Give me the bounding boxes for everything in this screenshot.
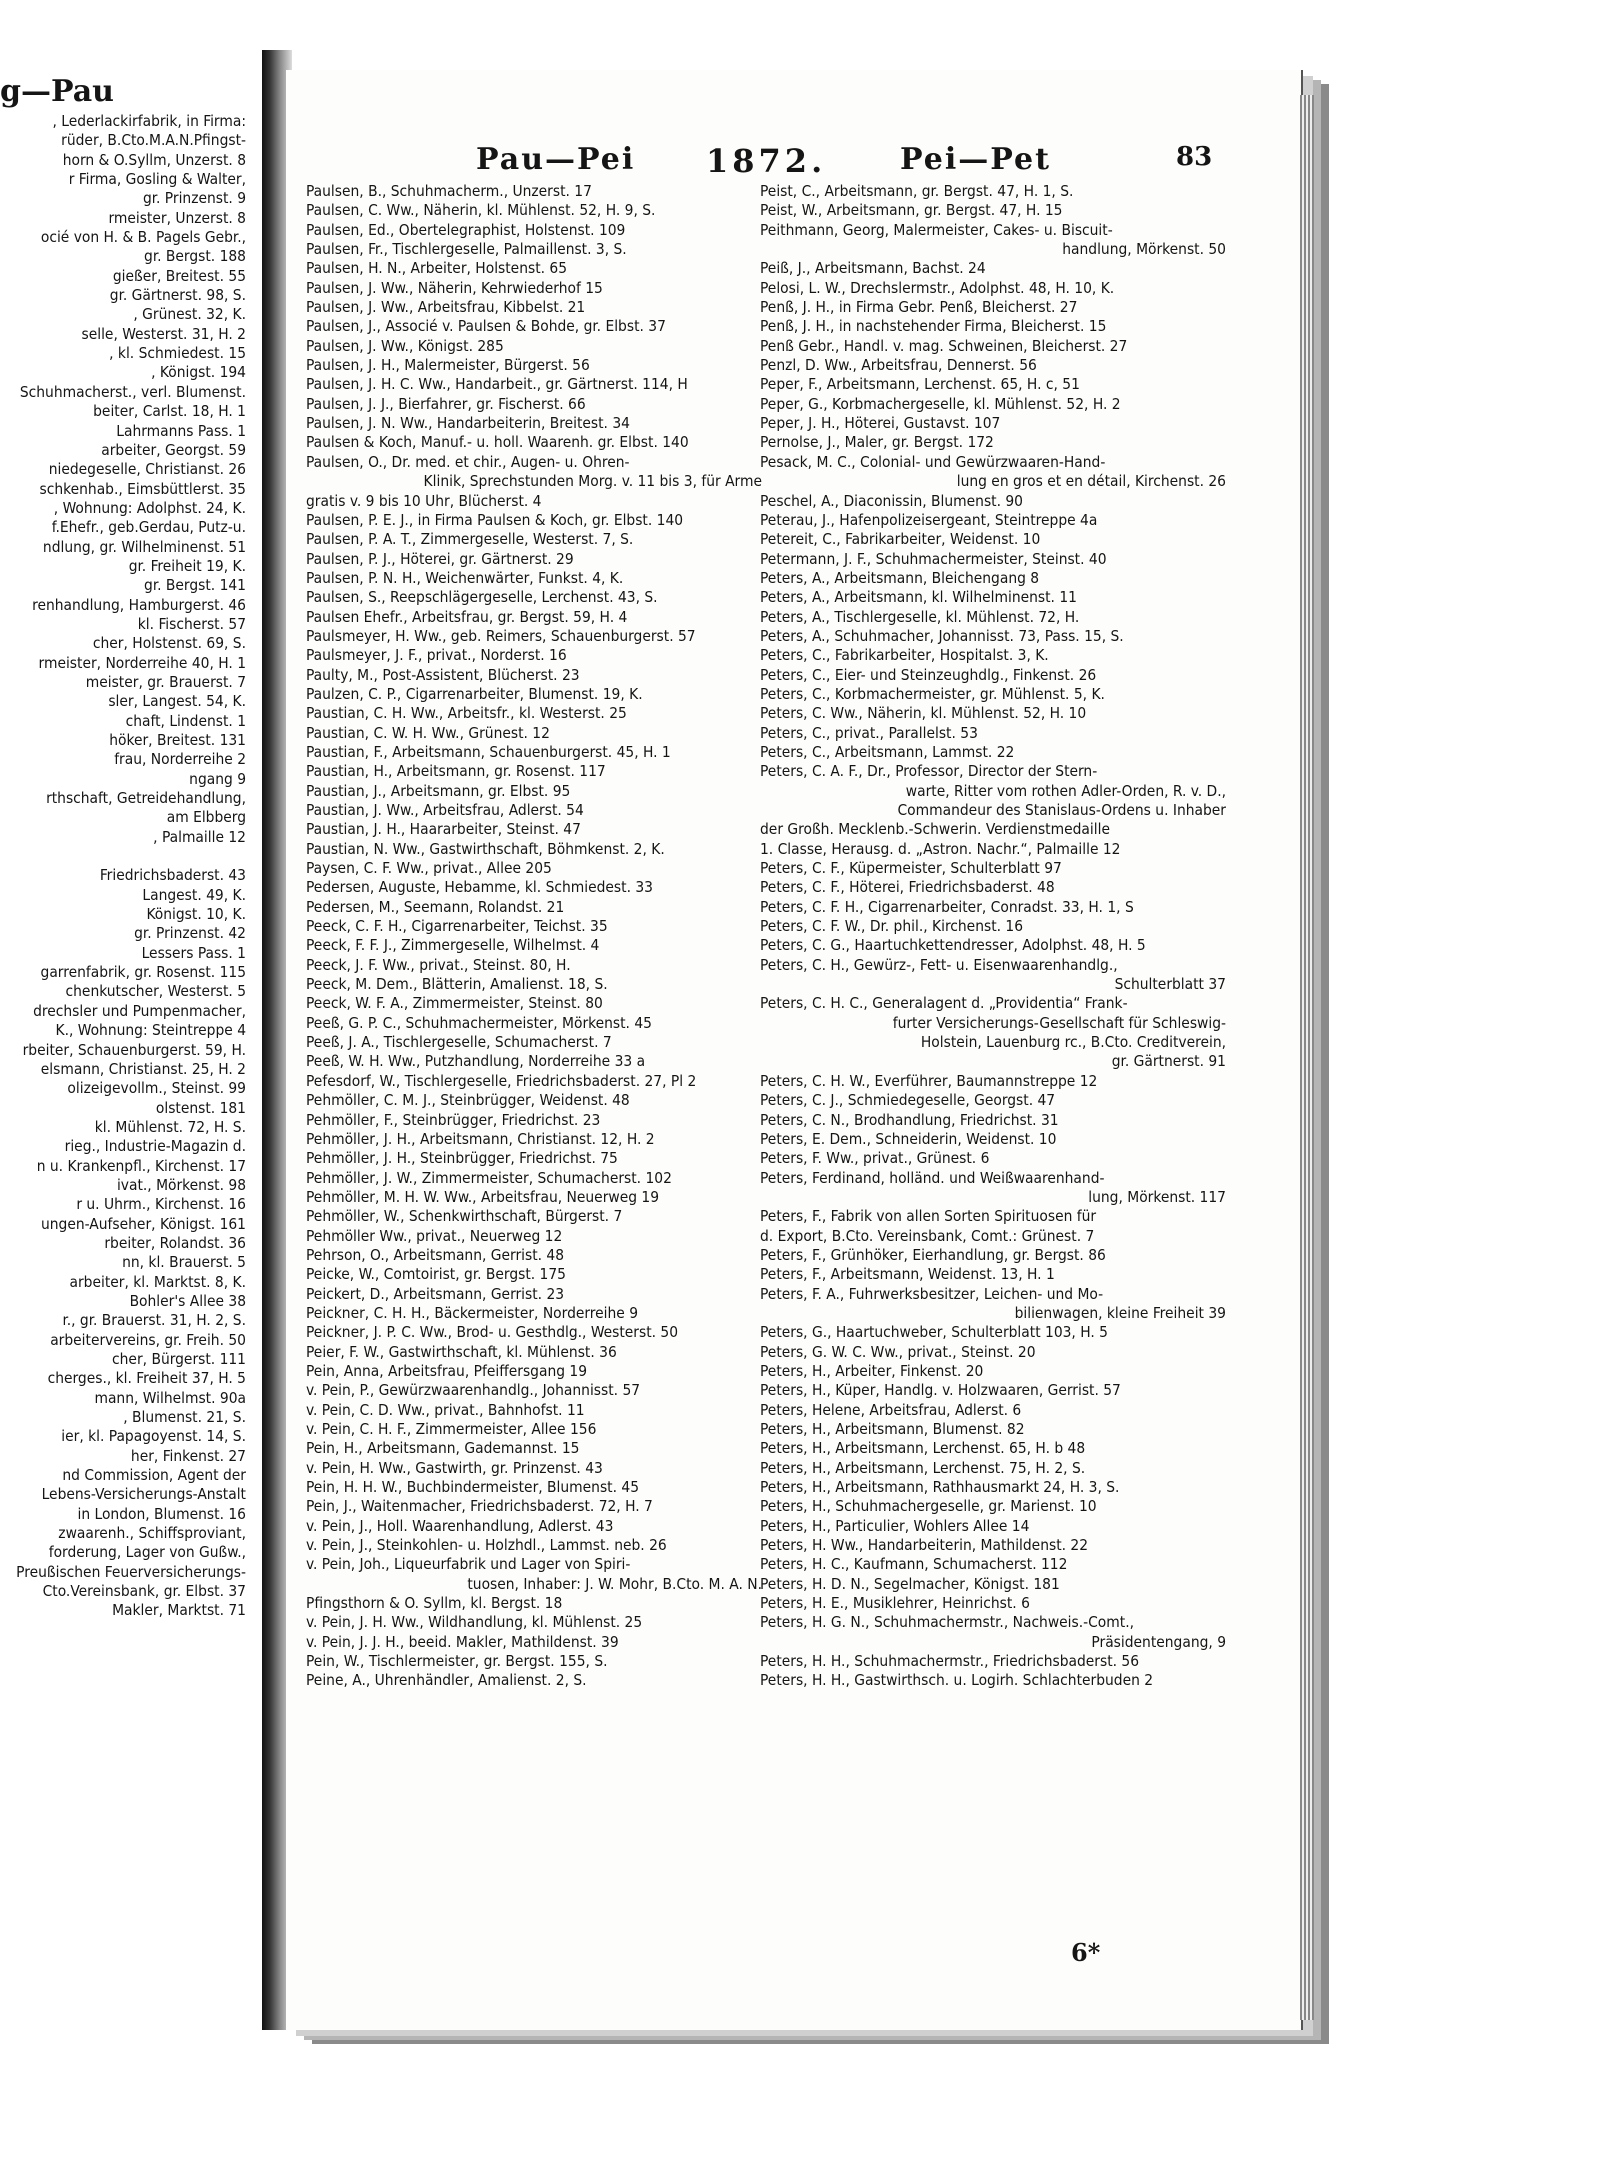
left-page-entry-line: cher, Holstenst. 69, S.	[92, 634, 246, 653]
left-page-entry-line: Schuhmacherst., verl. Blumenst.	[19, 382, 246, 401]
directory-entry-line: Peters, A., Tischlergeselle, kl. Mühlenst. 72, H.	[760, 607, 1080, 626]
directory-entry-line: Peickert, D., Arbeitsmann, Gerrist. 23	[306, 1284, 565, 1303]
left-page-entry-line: garrenfabrik, gr. Rosenst. 115	[40, 963, 246, 982]
left-page-entry-line: arbeiter, Georgst. 59	[101, 440, 246, 459]
left-page-entry-line: höker, Breitest. 131	[109, 731, 246, 749]
directory-entry-line: Paulsen, J. Ww., Königst. 285	[306, 336, 504, 355]
directory-entry-line: Peters, Helene, Arbeitsfrau, Adlerst. 6	[760, 1400, 1022, 1419]
directory-entry-line: Paustian, J., Arbeitsmann, gr. Elbst. 95	[306, 781, 571, 800]
directory-entry-line: Peicke, W., Comtoirist, gr. Bergst. 175	[306, 1265, 566, 1284]
directory-entry-line: Pehmöller, J. H., Steinbrügger, Friedrichst. 75	[306, 1149, 618, 1168]
left-page-entry-line: selle, Westerst. 31, H. 2	[81, 324, 246, 343]
directory-entry-line: Peters, C., Arbeitsmann, Lammst. 22	[760, 742, 1015, 761]
directory-entry-line: Pehmöller, W., Schenkwirthschaft, Bürgerst. 7	[306, 1207, 623, 1226]
left-page-entry-line: Cto.Vereinsbank, gr. Elbst. 37	[42, 1582, 246, 1601]
left-page-entry-line: forderung, Lager von Gußw.,	[48, 1543, 246, 1562]
left-page-entry-line: ivat., Mörkenst. 98	[116, 1175, 246, 1194]
left-page-entry-line: , Lederlackirfabrik, in Firma:	[52, 112, 246, 130]
directory-entry-line: Paulsen, P. N. H., Weichenwärter, Funkst. 4, K.	[306, 568, 624, 587]
directory-entry-line: Peithmann, Georg, Malermeister, Cakes- u. Biscuit-	[760, 220, 1113, 239]
directory-entry-line: Penß Gebr., Handl. v. mag. Schweinen, Bleicherst. 27	[760, 336, 1128, 355]
directory-entry-line: Peters, C., Eier- und Steinzeughdlg., Finkenst. 26	[760, 665, 1097, 684]
directory-entry-line: Pefesdorf, W., Tischlergeselle, Friedrichsbaderst. 27, Pl 2	[306, 1071, 697, 1090]
directory-entry-line: Peters, H., Particulier, Wohlers Allee 14	[760, 1516, 1030, 1535]
left-page-entry-line: n u. Krankenpfl., Kirchenst. 17	[36, 1156, 246, 1175]
directory-entry-line: Peters, C. Ww., Näherin, kl. Mühlenst. 52, H. 10	[760, 704, 1087, 723]
directory-entry-line: Paulsen, J., Associé v. Paulsen & Bohde, gr. Elbst. 37	[306, 317, 666, 336]
left-page-entry-line: kl. Fischerst. 57	[137, 614, 246, 633]
directory-entry-line: Peist, W., Arbeitsmann, gr. Bergst. 47, H. 15	[760, 201, 1063, 220]
directory-entry-line: Paulsen, H. N., Arbeiter, Holstenst. 65	[306, 259, 568, 278]
left-page-entry-line: her, Finkenst. 27	[130, 1446, 246, 1465]
directory-entry-line: gr. Gärtnerst. 91	[1111, 1052, 1226, 1071]
left-page-entry-line: Lessers Pass. 1	[141, 943, 246, 962]
left-page-entry-line: mann, Wilhelmst. 90a	[94, 1388, 246, 1407]
directory-entry-line: Peters, C., Fabrikarbeiter, Hospitalst. 3, K.	[760, 646, 1049, 665]
directory-entry-line: Peters, C. H., Gewürz-, Fett- u. Eisenwaarenhandlg.,	[760, 955, 1118, 974]
left-page-entry-line: Königst. 10, K.	[146, 905, 246, 924]
directory-entry-line: Pein, W., Tischlermeister, gr. Bergst. 155, S.	[306, 1652, 608, 1671]
left-page-entry-line: , Wohnung: Adolphst. 24, K.	[53, 498, 246, 517]
left-page-entry-line: Langest. 49, K.	[142, 885, 246, 904]
directory-entry-line: Peters, C. F., Küpermeister, Schulterblatt 97	[760, 859, 1062, 878]
page-edges	[1300, 95, 1314, 2020]
directory-entry-line: Peters, F., Arbeitsmann, Weidenst. 13, H. 1	[760, 1265, 1055, 1284]
left-page-entry-line: niedegeselle, Christianst. 26	[48, 460, 246, 479]
left-page-entry-line: ier, kl. Papagoyenst. 14, S.	[61, 1427, 246, 1446]
directory-entry-line: Pfingsthorn & O. Syllm, kl. Bergst. 18	[306, 1594, 563, 1613]
left-page-entry-line: , Grünest. 32, K.	[133, 305, 246, 324]
left-page-entry-line: Lebens-Versicherungs-Anstalt	[41, 1485, 246, 1504]
directory-entry-line: bilienwagen, kleine Freiheit 39	[1014, 1303, 1226, 1322]
directory-entry-line: Paustian, H., Arbeitsmann, gr. Rosenst. 117	[306, 762, 606, 781]
left-page-entry-line: olstenst. 181	[155, 1098, 246, 1117]
directory-entry-line: Pehmöller, J. H., Arbeitsmann, Christianst. 12, H. 2	[306, 1129, 655, 1148]
directory-entry-line: Paulsen & Koch, Manuf.- u. holl. Waarenh. gr. Elbst. 140	[306, 433, 689, 452]
directory-entry-line: Pehmöller Ww., privat., Neuerweg 12	[306, 1226, 563, 1245]
directory-entry-line: d. Export, B.Cto. Vereinsbank, Comt.: Grünest. 7	[760, 1226, 1095, 1245]
directory-entry-line: Commandeur des Stanislaus-Ordens u. Inhaber	[897, 801, 1226, 819]
left-page-entry-line: meister, gr. Brauerst. 7	[85, 672, 246, 691]
left-page-entry-line: sler, Langest. 54, K.	[108, 692, 246, 711]
directory-entry-line: Paulsen, J. H. C. Ww., Handarbeit., gr. Gärtnerst. 114, H	[306, 375, 688, 394]
directory-entry-line: Paustian, C. H. Ww., Arbeitsfr., kl. Westerst. 25	[306, 704, 627, 723]
directory-entry-line: Peters, C. N., Brodhandlung, Friedrichst. 31	[760, 1110, 1059, 1129]
directory-entry-line: Paulsen, O., Dr. med. et chir., Augen- u. Ohren-	[306, 452, 630, 471]
left-page-entry-line: rieg., Industrie-Magazin d.	[64, 1137, 246, 1156]
left-page-entry-line: chenkutscher, Westerst. 5	[65, 982, 246, 1001]
directory-entry-line: Peters, Ferdinand, holländ. und Weißwaarenhand-	[760, 1168, 1105, 1187]
header-year: 1872.	[706, 142, 827, 180]
directory-entry-line: Peters, H., Arbeitsmann, Lerchenst. 65, H. b 48	[760, 1439, 1086, 1458]
left-page-entry-line: Lahrmanns Pass. 1	[116, 421, 246, 440]
left-page-entry-line: zwaarenh., Schiffsproviant,	[58, 1524, 246, 1543]
directory-entry-line: Peters, C. F., Höterei, Friedrichsbaderst. 48	[760, 878, 1055, 897]
left-page-entry-line: Bohler's Allee 38	[129, 1291, 246, 1310]
left-page-entry-line	[0, 847, 246, 866]
directory-entry-line: lung, Mörkenst. 117	[1088, 1187, 1226, 1206]
left-page-entry-line: gr. Prinzenst. 9	[142, 189, 246, 208]
directory-entry-line: Peschel, A., Diaconissin, Blumenst. 90	[760, 491, 1023, 510]
left-page-entry-line: schkenhab., Eimsbüttlerst. 35	[39, 479, 246, 498]
directory-entry-line: Paulsen, B., Schuhmacherm., Unzerst. 17	[306, 182, 592, 200]
directory-entry-line: Paulsen, Ed., Obertelegraphist, Holstenst. 109	[306, 220, 626, 239]
left-page-entry-line: kl. Mühlenst. 72, H. S.	[94, 1117, 246, 1136]
directory-entry-line: Peiß, J., Arbeitsmann, Bachst. 24	[760, 259, 986, 278]
directory-entry-line: v. Pein, C. D. Ww., privat., Bahnhofst. 11	[306, 1400, 585, 1419]
page-number: 83	[1176, 142, 1213, 172]
directory-entry-line: Peters, H. H., Gastwirthsch. u. Logirh. Schlachterbuden 2	[760, 1671, 1154, 1690]
left-page-entry-line: drechsler und Pumpenmacher,	[33, 1001, 246, 1020]
directory-entry-line: Peters, H. G. N., Schuhmachermstr., Nachweis.-Comt.,	[760, 1613, 1134, 1632]
directory-entry-line: Peper, G., Korbmachergeselle, kl. Mühlenst. 52, H. 2	[760, 394, 1121, 413]
directory-entry-line: Holstein, Lauenburg rc., B.Cto. Creditverein,	[920, 1033, 1226, 1052]
directory-entry-line: Peeck, W. F. A., Zimmermeister, Steinst. 80	[306, 994, 603, 1013]
directory-entry-line: tuosen, Inhaber: J. W. Mohr, B.Cto. M. A. N.	[467, 1574, 762, 1593]
directory-entry-line: Peters, H. H., Schuhmachermstr., Friedrichsbaderst. 56	[760, 1652, 1140, 1671]
directory-entry-line: v. Pein, C. H. F., Zimmermeister, Allee 156	[306, 1420, 597, 1438]
left-page-entry-line: renhandlung, Hamburgerst. 46	[32, 595, 246, 614]
directory-entry-line: Paulsen, J. J., Bierfahrer, gr. Fischerst. 66	[306, 394, 586, 413]
directory-entry-line: Paustian, J. H., Haararbeiter, Steinst. 47	[306, 820, 581, 839]
directory-entry-line: Paulty, M., Post-Assistent, Blücherst. 23	[306, 665, 580, 684]
directory-entry-line: Peters, H. Ww., Handarbeiterin, Mathildenst. 22	[760, 1536, 1089, 1555]
left-page-entry-line: Makler, Marktst. 71	[112, 1601, 246, 1620]
directory-entry-line: Peeck, C. F. H., Cigarrenarbeiter, Teichst. 35	[306, 917, 608, 936]
directory-entry-line: v. Pein, J. H. Ww., Wildhandlung, kl. Mühlenst. 25	[306, 1613, 643, 1632]
left-page-entry-line: ungen-Aufseher, Königst. 161	[41, 1214, 246, 1233]
directory-entry-line: Peters, C., Korbmachermeister, gr. Mühlenst. 5, K.	[760, 684, 1105, 703]
directory-entry-line: furter Versicherungs-Gesellschaft für Schleswig-	[892, 1013, 1226, 1032]
directory-entry-line: Pehmöller, C. M. J., Steinbrügger, Weidenst. 48	[306, 1091, 630, 1110]
left-page-entry-line: gießer, Breitest. 55	[112, 266, 246, 285]
right-column	[760, 182, 1230, 1691]
left-page-entry-line: olizeigevollm., Steinst. 99	[67, 1079, 246, 1098]
left-page-entry-line: , Blumenst. 21, S.	[123, 1408, 246, 1427]
directory-entry-line: handlung, Mörkenst. 50	[1062, 240, 1226, 259]
directory-entry-line: Peters, F. Ww., privat., Grünest. 6	[760, 1149, 990, 1168]
directory-entry-line: Peters, C. A. F., Dr., Professor, Director der Stern-	[760, 762, 1098, 781]
directory-entry-line: Klinik, Sprechstunden Morg. v. 11 bis 3, für Arme	[423, 472, 762, 491]
directory-entry-line: v. Pein, J., Holl. Waarenhandlung, Adlerst. 43	[306, 1516, 614, 1535]
directory-entry-line: Peters, C. J., Schmiedegeselle, Georgst. 47	[760, 1091, 1056, 1110]
left-page-entry-line: r., gr. Brauerst. 31, H. 2, S.	[62, 1311, 246, 1330]
left-page-entry-line: in London, Blumenst. 16	[77, 1504, 246, 1523]
left-page-entry-line: gr. Bergst. 188	[144, 247, 246, 266]
directory-entry-line: Paulsen, J. Ww., Arbeitsfrau, Kibbelst. 21	[306, 298, 586, 317]
directory-entry-line: Paulsmeyer, J. F., privat., Norderst. 16	[306, 646, 567, 665]
left-page-entry-line: ngang 9	[189, 769, 246, 788]
directory-entry-line: Pehmöller, F., Steinbrügger, Friedrichst. 23	[306, 1110, 601, 1129]
directory-entry-line: Pein, J., Waitenmacher, Friedrichsbaderst. 72, H. 7	[306, 1497, 653, 1516]
directory-entry-line: Peters, A., Schuhmacher, Johannisst. 73, Pass. 15, S.	[760, 626, 1124, 645]
directory-entry-line: v. Pein, P., Gewürzwaarenhandlg., Johannisst. 57	[306, 1381, 641, 1400]
left-page-entry-line: rbeiter, Rolandst. 36	[104, 1233, 246, 1252]
directory-entry-line: Peters, H. C., Kaufmann, Schumacherst. 112	[760, 1555, 1068, 1574]
directory-entry-line: Petermann, J. F., Schuhmachermeister, Steinst. 40	[760, 549, 1107, 568]
directory-entry-line: Pedersen, M., Seemann, Rolandst. 21	[306, 897, 565, 916]
directory-entry-line: Peeck, F. F. J., Zimmergeselle, Wilhelmst. 4	[306, 936, 600, 955]
left-page-entry-line: rmeister, Norderreihe 40, H. 1	[38, 653, 246, 672]
left-page-entry-line: nd Commission, Agent der	[62, 1466, 246, 1485]
left-page-entry-line: , kl. Schmiedest. 15	[109, 344, 246, 363]
left-page-entry-line: horn & O.Syllm, Unzerst. 8	[62, 150, 246, 169]
left-page-entry-line: ndlung, gr. Wilhelminenst. 51	[42, 537, 246, 556]
left-page-entry-line: rthschaft, Getreidehandlung,	[46, 789, 246, 808]
left-page-entry-line: Friedrichsbaderst. 43	[99, 866, 246, 885]
directory-entry-line: Pein, H. H. W., Buchbindermeister, Blumenst. 45	[306, 1478, 640, 1497]
directory-entry-line: Peine, A., Uhrenhändler, Amalienst. 2, S.	[306, 1671, 587, 1690]
left-page-entry-line: gr. Prinzenst. 42	[134, 924, 246, 943]
left-page-entry-line: , Königst. 194	[151, 363, 246, 382]
directory-entry-line: Peeß, J. A., Tischlergeselle, Schumacherst. 7	[306, 1033, 612, 1052]
directory-entry-line: Paustian, F., Arbeitsmann, Schauenburgerst. 45, H. 1	[306, 742, 671, 761]
directory-entry-line: Paulsen, J. N. Ww., Handarbeiterin, Breitest. 34	[306, 414, 630, 433]
directory-entry-line: Peters, C. H. C., Generalagent d. „Providentia“ Frank-	[760, 994, 1128, 1013]
directory-entry-line: Peters, F., Grünhöker, Eierhandlung, gr. Bergst. 86	[760, 1245, 1106, 1264]
directory-entry-line: Peier, F. W., Gastwirthschaft, kl. Mühlenst. 36	[306, 1342, 617, 1361]
directory-entry-line: Penß, J. H., in Firma Gebr. Penß, Bleicherst. 27	[760, 298, 1078, 317]
left-page-entry-line: cherges., kl. Freiheit 37, H. 5	[47, 1369, 246, 1388]
directory-entry-line: Peters, H., Arbeiter, Finkenst. 20	[760, 1361, 984, 1380]
directory-entry-line: Paulsen, J. Ww., Näherin, Kehrwiederhof 15	[306, 278, 603, 297]
directory-entry-line: Peterau, J., Hafenpolizeisergeant, Steintreppe 4a	[760, 510, 1098, 529]
directory-entry-line: lung en gros et en détail, Kirchenst. 26	[956, 472, 1226, 491]
directory-entry-line: Pedersen, Auguste, Hebamme, kl. Schmiedest. 33	[306, 878, 653, 897]
left-page-entry-line: K., Wohnung: Steintreppe 4	[55, 1021, 246, 1040]
directory-entry-line: 1. Classe, Herausg. d. „Astron. Nachr.“, Palmaille 12	[760, 839, 1121, 858]
directory-entry-line: Paysen, C. F. Ww., privat., Allee 205	[306, 859, 552, 878]
left-page-entry-line: cher, Bürgerst. 111	[112, 1350, 246, 1368]
directory-entry-line: Paulzen, C. P., Cigarrenarbeiter, Blumenst. 19, K.	[306, 684, 643, 703]
directory-entry-line: Paulsen, Fr., Tischlergeselle, Palmaillenst. 3, S.	[306, 240, 627, 259]
left-page-entry-line: am Elbberg	[166, 808, 246, 827]
directory-entry-line: Peters, H., Küper, Handlg. v. Holzwaaren, Gerrist. 57	[760, 1381, 1121, 1400]
directory-entry-line: der Großh. Mecklenb.-Schwerin. Verdienstmedaille	[760, 820, 1110, 839]
left-page-header: g—Pau	[0, 74, 114, 109]
directory-entry-line: Pernolse, J., Maler, gr. Bergst. 172	[760, 433, 994, 452]
directory-entry-line: v. Pein, Joh., Liqueurfabrik und Lager von Spiri-	[306, 1555, 631, 1574]
header-left-range: Pau—Pei	[476, 142, 636, 177]
directory-entry-line: Pein, H., Arbeitsmann, Gademannst. 15	[306, 1439, 580, 1458]
directory-entry-line: Penß, J. H., in nachstehender Firma, Bleicherst. 15	[760, 317, 1107, 336]
left-page-entry-line: rmeister, Unzerst. 8	[108, 208, 246, 227]
directory-entry-line: Peper, F., Arbeitsmann, Lerchenst. 65, H. c, 51	[760, 375, 1080, 394]
left-page-entry-line: ocié von H. & B. Pagels Gebr.,	[40, 228, 246, 247]
directory-entry-line: Präsidentengang, 9	[1091, 1632, 1226, 1651]
directory-entry-line: Pein, Anna, Arbeitsfrau, Pfeiffersgang 19	[306, 1361, 588, 1380]
directory-entry-line: Pesack, M. C., Colonial- und Gewürzwaaren-Hand-	[760, 452, 1106, 471]
directory-entry-line: Pehmöller, M. H. W. Ww., Arbeitsfrau, Neuerweg 19	[306, 1187, 660, 1206]
directory-entry-line: Peters, F. A., Fuhrwerksbesitzer, Leichen- und Mo-	[760, 1284, 1104, 1303]
left-page-entry-line: gr. Bergst. 141	[144, 576, 246, 595]
directory-entry-line: Peters, C. F. W., Dr. phil., Kirchenst. 16	[760, 917, 1024, 936]
left-page-entry-line: f.Ehefr., geb.Gerdau, Putz-u.	[51, 518, 246, 537]
directory-entry-line: Paustian, N. Ww., Gastwirthschaft, Böhmkenst. 2, K.	[306, 839, 665, 858]
directory-entry-line: Pehmöller, J. W., Zimmermeister, Schumacherst. 102	[306, 1168, 672, 1187]
directory-entry-line: Peters, H. D. N., Segelmacher, Königst. 181	[760, 1574, 1060, 1593]
left-page-entry-line: r Firma, Gosling & Walter,	[68, 170, 246, 189]
directory-entry-line: warte, Ritter vom rothen Adler-Orden, R. v. D.,	[905, 781, 1226, 800]
directory-entry-line: v. Pein, H. Ww., Gastwirth, gr. Prinzenst. 43	[306, 1458, 603, 1477]
left-page-entry-line: beiter, Carlst. 18, H. 1	[93, 402, 246, 421]
directory-entry-line: Peters, A., Arbeitsmann, Bleichengang 8	[760, 568, 1040, 587]
left-page-entry-line: nn, kl. Brauerst. 5	[122, 1253, 246, 1272]
directory-entry-line: Paulsen, P. E. J., in Firma Paulsen & Koch, gr. Elbst. 140	[306, 510, 684, 529]
left-column	[306, 182, 766, 1691]
directory-entry-line: Peters, H., Schuhmachergeselle, gr. Marienst. 10	[760, 1497, 1097, 1516]
left-page-entry-line: elsmann, Christianst. 25, H. 2	[40, 1059, 246, 1078]
directory-entry-line: Peist, C., Arbeitsmann, gr. Bergst. 47, H. 1, S.	[760, 182, 1074, 200]
left-page-entry-line: arbeiter, kl. Marktst. 8, K.	[69, 1272, 246, 1291]
directory-entry-line: Peters, H., Arbeitsmann, Rathhausmarkt 24, H. 3, S.	[760, 1478, 1120, 1497]
directory-entry-line: Peters, C. H. W., Everführer, Baumannstreppe 12	[760, 1071, 1098, 1090]
directory-entry-line: Paustian, C. W. H. Ww., Grünest. 12	[306, 723, 550, 742]
directory-entry-line: Peters, F., Fabrik von allen Sorten Spirituosen für	[760, 1207, 1097, 1226]
directory-page	[286, 70, 1303, 2030]
directory-entry-line: Peickner, C. H. H., Bäckermeister, Norderreihe 9	[306, 1303, 639, 1322]
directory-entry-line: Peickner, J. P. C. Ww., Brod- u. Gesthdlg., Westerst. 50	[306, 1323, 679, 1342]
directory-entry-line: Peper, J. H., Höterei, Gustavst. 107	[760, 414, 1001, 433]
directory-entry-line: Peters, A., Arbeitsmann, kl. Wilhelminenst. 11	[760, 588, 1077, 607]
directory-entry-line: Paulsen Ehefr., Arbeitsfrau, gr. Bergst. 59, H. 4	[306, 607, 628, 626]
left-page-entry-line: rüder, B.Cto.M.A.N.Pfingst-	[61, 131, 246, 150]
directory-entry-line: Peters, G. W. C. Ww., privat., Steinst. 20	[760, 1342, 1036, 1361]
directory-entry-line: Peters, H., Arbeitsmann, Lerchenst. 75, H. 2, S.	[760, 1458, 1086, 1477]
left-page-entry-line: , Palmaille 12	[153, 827, 246, 846]
directory-entry-line: Paulsen, S., Reepschlägergeselle, Lerchenst. 43, S.	[306, 588, 658, 607]
directory-entry-line: Paulsen, P. A. T., Zimmergeselle, Westerst. 7, S.	[306, 530, 634, 549]
directory-entry-line: Penzl, D. Ww., Arbeitsfrau, Dennerst. 56	[760, 356, 1037, 375]
left-page-entry-line: chaft, Lindenst. 1	[125, 711, 246, 730]
left-page-entry-line: gr. Gärtnerst. 98, S.	[109, 286, 246, 305]
directory-entry-line: Peeck, J. F. Ww., privat., Steinst. 80, H.	[306, 955, 571, 974]
directory-entry-line: v. Pein, J., Steinkohlen- u. Holzhdl., Lammst. neb. 26	[306, 1536, 667, 1555]
left-page-column	[0, 112, 246, 1621]
left-page-entry-line: frau, Norderreihe 2	[114, 750, 246, 769]
directory-entry-line: Paustian, J. Ww., Arbeitsfrau, Adlerst. 54	[306, 801, 584, 819]
directory-entry-line: Petereit, C., Fabrikarbeiter, Weidenst. 10	[760, 530, 1041, 549]
left-page-entry-line: Preußischen Feuerversicherungs-	[16, 1562, 246, 1581]
directory-entry-line: Peters, G., Haartuchweber, Schulterblatt 103, H. 5	[760, 1323, 1108, 1342]
left-page-entry-line: rbeiter, Schauenburgerst. 59, H.	[22, 1040, 246, 1059]
directory-entry-line: Peters, E. Dem., Schneiderin, Weidenst. 10	[760, 1129, 1057, 1148]
directory-entry-line: Pelosi, L. W., Drechslermstr., Adolphst. 48, H. 10, K.	[760, 278, 1115, 297]
directory-entry-line: v. Pein, J. J. H., beeid. Makler, Mathildenst. 39	[306, 1632, 619, 1651]
directory-entry-line: Paulsen, J. H., Malermeister, Bürgerst. 56	[306, 356, 590, 375]
left-page-stub	[0, 60, 258, 2020]
directory-entry-line: Schulterblatt 37	[1114, 975, 1226, 994]
header-right-range: Pei—Pet	[900, 142, 1051, 177]
directory-entry-line: Peeß, W. H. Ww., Putzhandlung, Norderreihe 33 a	[306, 1052, 646, 1071]
signature-mark: 6*	[1071, 1938, 1101, 1967]
directory-entry-line: Peters, H. E., Musiklehrer, Heinrichst. 6	[760, 1594, 1030, 1613]
directory-entry-line: Peeß, G. P. C., Schuhmachermeister, Mörkenst. 45	[306, 1013, 652, 1032]
directory-entry-line: Peeck, M. Dem., Blätterin, Amalienst. 18, S.	[306, 975, 608, 994]
directory-entry-line: Paulsen, P. J., Höterei, gr. Gärtnerst. 29	[306, 549, 574, 568]
directory-entry-line: Peters, C. F. H., Cigarrenarbeiter, Conradst. 33, H. 1, S	[760, 897, 1134, 916]
left-page-entry-line: arbeitervereins, gr. Freih. 50	[50, 1330, 246, 1349]
directory-entry-line: Peters, H., Arbeitsmann, Blumenst. 82	[760, 1420, 1025, 1438]
directory-entry-line: gratis v. 9 bis 10 Uhr, Blücherst. 4	[306, 491, 542, 510]
directory-entry-line: Paulsmeyer, H. Ww., geb. Reimers, Schauenburgerst. 57	[306, 626, 696, 645]
left-page-entry-line: gr. Freiheit 19, K.	[128, 556, 246, 575]
directory-entry-line: Peters, C., privat., Parallelst. 53	[760, 723, 978, 742]
directory-entry-line: Peters, C. G., Haartuchkettendresser, Adolphst. 48, H. 5	[760, 936, 1146, 955]
left-page-entry-line: r u. Uhrm., Kirchenst. 16	[76, 1195, 246, 1214]
directory-entry-line: Pehrson, O., Arbeitsmann, Gerrist. 48	[306, 1245, 565, 1264]
directory-entry-line: Paulsen, C. Ww., Näherin, kl. Mühlenst. 52, H. 9, S.	[306, 201, 656, 220]
